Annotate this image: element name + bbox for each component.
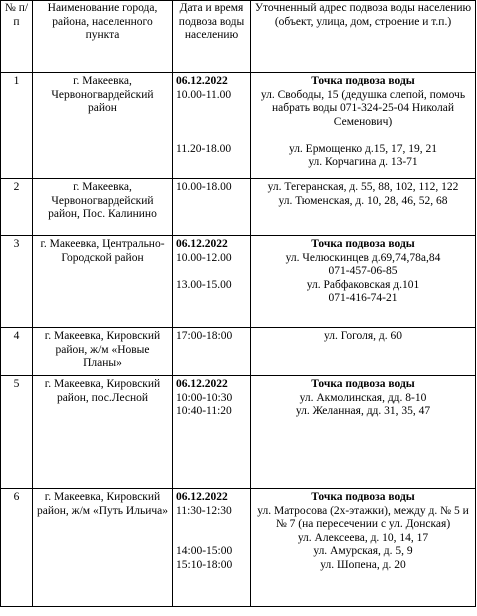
address-2: ул. Ермощенко д.15, 17, 19, 21 — [288, 142, 438, 155]
row-time-1: 10.00-11.00 — [176, 88, 232, 101]
row-time — [173, 376, 251, 489]
row-time-1: 11:30-12:30 — [176, 504, 232, 517]
table-row — [1, 73, 476, 179]
address-1-phone: 071-457-06-85 — [328, 265, 398, 277]
table-row — [1, 328, 476, 376]
row-time — [173, 328, 251, 376]
row-time-1: 10.00-12.00 — [176, 251, 232, 264]
row-place: г. Макеевка, Кировский район, ж/м «Путь Ильича» — [33, 489, 173, 607]
row-address — [251, 328, 476, 376]
address-4: ул. Шопена, д. 20 — [320, 558, 406, 571]
row-date: 06.12.2022 — [176, 238, 228, 250]
address-2: ул. Тюменская, д. 10, 28, 46, 52, 68 — [278, 194, 448, 207]
address-2-phone: 071-416-74-21 — [328, 292, 398, 304]
row-place: г. Макеевка, Червоногвардейский район, Пос. Калинино — [33, 179, 173, 236]
point-label: Точка подвоза воды — [311, 238, 415, 250]
row-address — [251, 376, 476, 489]
row-time — [173, 236, 251, 328]
point-label: Точка подвоза воды — [311, 75, 415, 87]
row-num: 5 — [1, 376, 33, 489]
row-place: г. Макеевка, Кировский район, ж/м «Новые Планы» — [33, 328, 173, 376]
row-place: г. Макеевка, Центрально-Городской район — [33, 236, 173, 328]
row-place: г. Макеевка, Червоногвардейский район — [33, 73, 173, 179]
row-num: 1 — [1, 73, 33, 179]
header-address: Уточненный адрес подвоза воды населению (объект, улица, дом, строение и т.п.) — [251, 1, 476, 73]
address-3: ул. Корчагина д. 13-71 — [308, 156, 418, 168]
row-num: 2 — [1, 179, 33, 236]
row-time — [173, 73, 251, 179]
row-date: 06.12.2022 — [176, 75, 228, 87]
row-num: 6 — [1, 489, 33, 607]
address-1: ул. Гоголя, д. 60 — [323, 330, 403, 342]
address-2: ул. Алексеева, д. 10, 14, 17 — [297, 531, 429, 544]
row-time-2: 13.00-15.00 — [176, 278, 232, 291]
address-1: ул. Акмолинская, дд. 8-10 — [299, 391, 427, 404]
row-address — [251, 179, 476, 236]
address-2: ул. Желанная, дд. 31, 35, 47 — [295, 405, 431, 417]
address-1: ул. Челюскинцев д.69,74,78а,84 — [285, 251, 441, 264]
row-time — [173, 179, 251, 236]
header-num: № п/п — [1, 1, 33, 73]
row-time-1: 10.00-18.00 — [176, 181, 232, 193]
table-row — [1, 236, 476, 328]
header-time: Дата и время подвоза воды населению — [173, 1, 251, 73]
address-1: ул. Матросова (2х-этажки), между д. № 5 и № 7 (на пересечении с ул. Донская) — [257, 504, 469, 530]
row-num: 3 — [1, 236, 33, 328]
table-row — [1, 376, 476, 489]
row-date: 06.12.2022 — [176, 378, 228, 390]
row-place: г. Макеевка, Кировский район, пос.Лесной — [33, 376, 173, 489]
header-place: Наименование города, района, населенного пункта — [33, 1, 173, 73]
row-time-2: 11.20-18.00 — [176, 142, 232, 155]
address-1: ул. Тегеранская, д. 55, 88, 102, 112, 122 — [267, 181, 459, 193]
address-3: ул. Амурская, д. 5, 9 — [313, 545, 413, 557]
table-row — [1, 489, 476, 607]
row-time — [173, 489, 251, 607]
row-time-1: 17:00-18:00 — [176, 330, 233, 342]
row-date: 06.12.2022 — [176, 491, 228, 503]
row-time-3: 15:10-18:00 — [176, 558, 233, 571]
point-label: Точка подвоза воды — [311, 378, 415, 390]
point-label: Точка подвоза воды — [311, 491, 415, 503]
address-2: ул. Рабфаковская д.101 — [306, 278, 420, 291]
row-num: 4 — [1, 328, 33, 376]
row-address — [251, 236, 476, 328]
row-time-1: 10:00-10:30 — [176, 391, 233, 404]
address-1: ул. Свободы, 15 (дедушка слепой, помочь набрать воды 071-324-25-04 Николай Семенович) — [260, 88, 466, 128]
row-time-2: 14:00-15:00 — [176, 545, 233, 557]
row-address — [251, 73, 476, 179]
row-time-2: 10:40-11:20 — [176, 405, 232, 417]
table-header-row — [1, 1, 476, 73]
row-address — [251, 489, 476, 607]
table-row — [1, 179, 476, 236]
